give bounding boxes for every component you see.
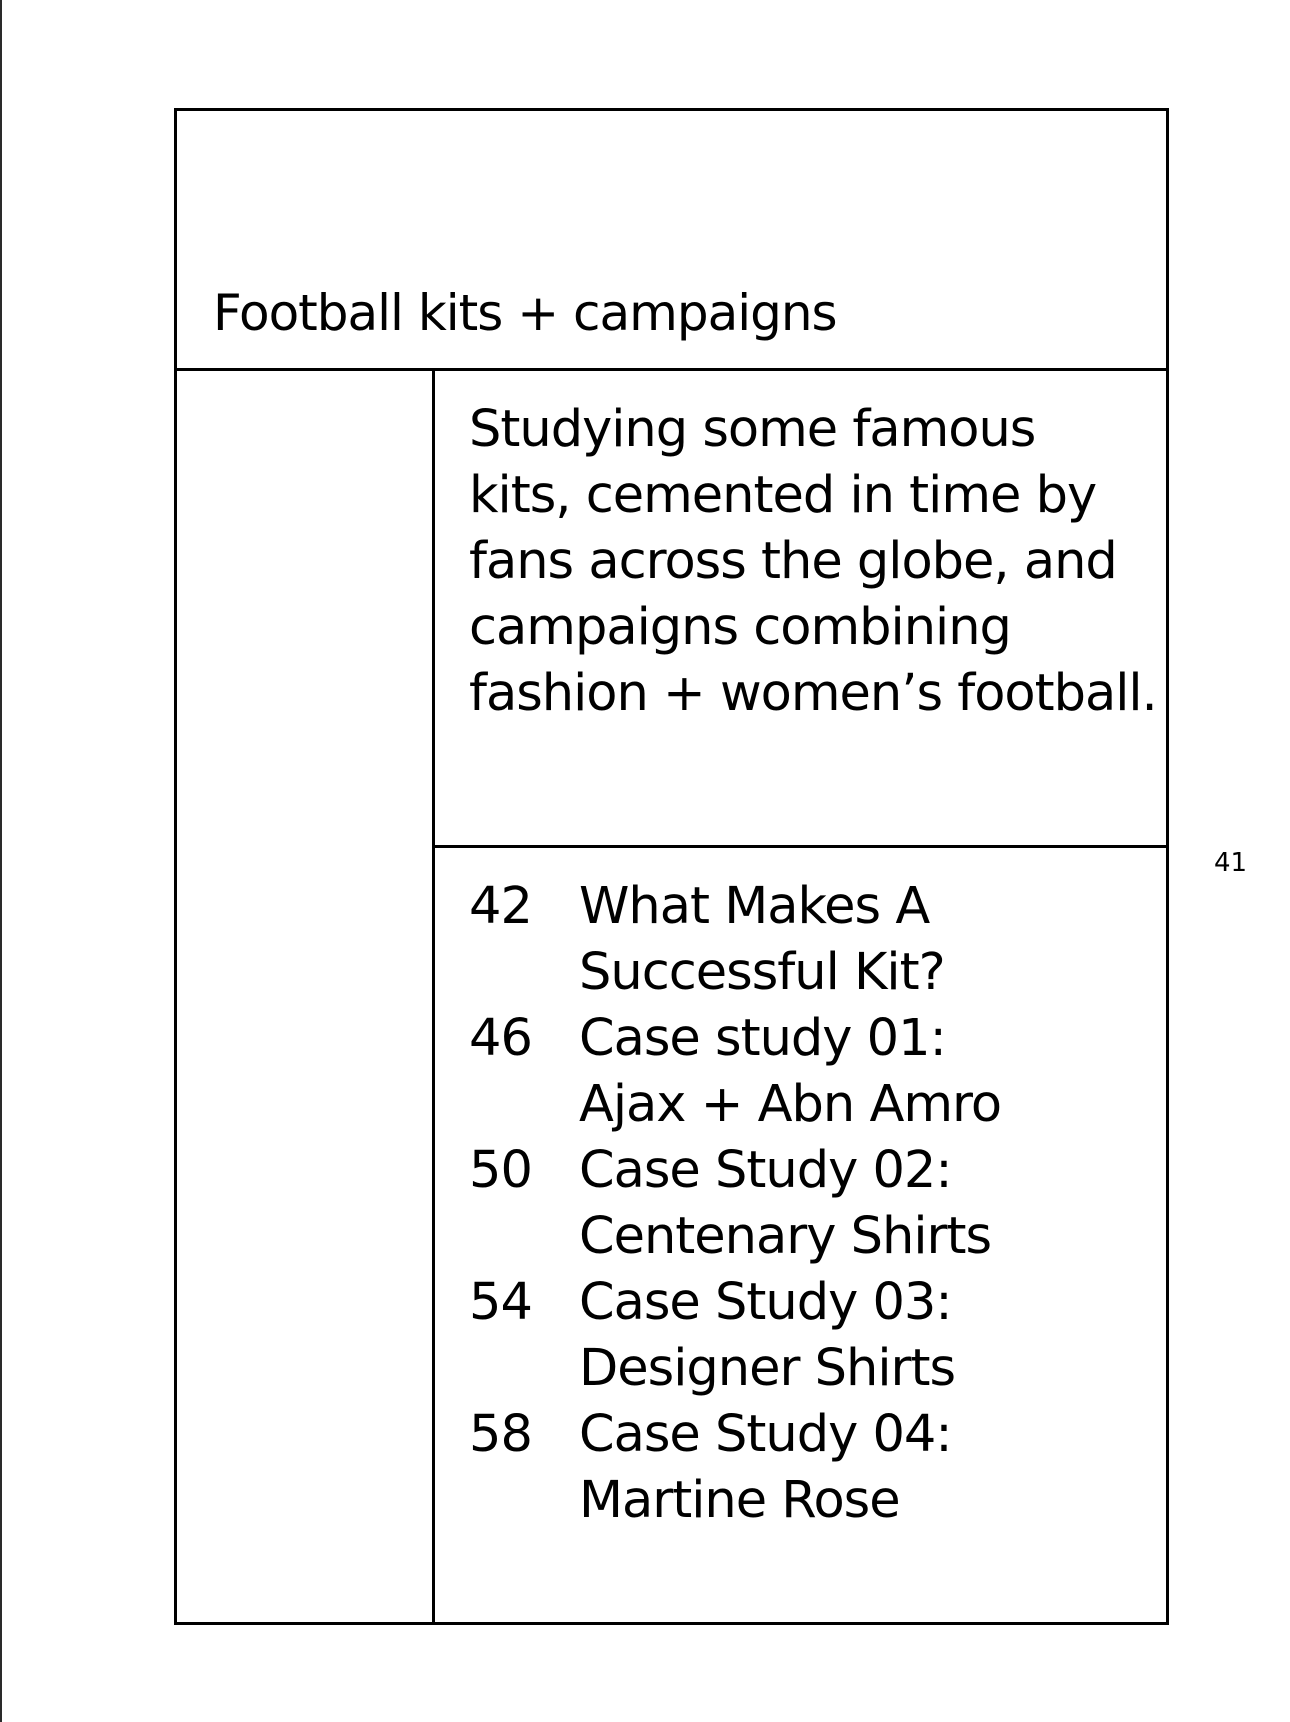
contents-title-line: Centenary Shirts xyxy=(579,1207,992,1266)
contents-title xyxy=(579,1006,1001,1138)
contents-title-line: Case Study 02: xyxy=(579,1141,952,1200)
contents-title-line: Successful Kit? xyxy=(579,943,945,1002)
contents-page-number: 58 xyxy=(469,1405,532,1464)
contents-item[interactable] xyxy=(469,1006,1001,1138)
contents-title-line: What Makes A xyxy=(579,877,930,936)
contents-title-line: Case study 01: xyxy=(579,1009,946,1068)
contents-title-line: Designer Shirts xyxy=(579,1339,956,1398)
contents-page-number: 54 xyxy=(469,1273,532,1332)
contents-list xyxy=(469,874,1001,1534)
contents-title xyxy=(579,1138,991,1270)
contents-page-number: 50 xyxy=(469,1141,532,1200)
contents-page-number: 42 xyxy=(469,877,532,936)
intro-cell xyxy=(435,371,1166,848)
section-title: Football kits + campaigns xyxy=(213,284,837,342)
contents-title xyxy=(579,1402,952,1534)
contents-cell xyxy=(435,848,1166,1622)
contents-title xyxy=(579,1270,955,1402)
page-number: 41 xyxy=(1214,848,1248,878)
intro-paragraph xyxy=(469,397,1159,727)
contents-title-line: Case Study 03: xyxy=(579,1273,952,1332)
contents-title-line: Ajax + Abn Amro xyxy=(579,1075,1002,1134)
contents-title-line: Case Study 04: xyxy=(579,1405,952,1464)
contents-frame xyxy=(174,108,1169,1625)
contents-item[interactable] xyxy=(469,1270,1001,1402)
intro-line: campaigns combining xyxy=(469,598,1011,657)
contents-title xyxy=(579,874,945,1006)
header-cell xyxy=(177,111,1166,371)
intro-line: Studying some famous xyxy=(469,400,1036,459)
intro-line: fashion + women’s football. xyxy=(469,664,1157,723)
intro-line: fans across the globe, and xyxy=(469,532,1117,591)
contents-item[interactable] xyxy=(469,1402,1001,1534)
page-spine-line xyxy=(0,0,2,1722)
contents-page-number: 46 xyxy=(469,1009,532,1068)
contents-item[interactable] xyxy=(469,1138,1001,1270)
contents-title-line: Martine Rose xyxy=(579,1471,900,1530)
contents-item[interactable] xyxy=(469,874,1001,1006)
intro-line: kits, cemented in time by xyxy=(469,466,1097,525)
